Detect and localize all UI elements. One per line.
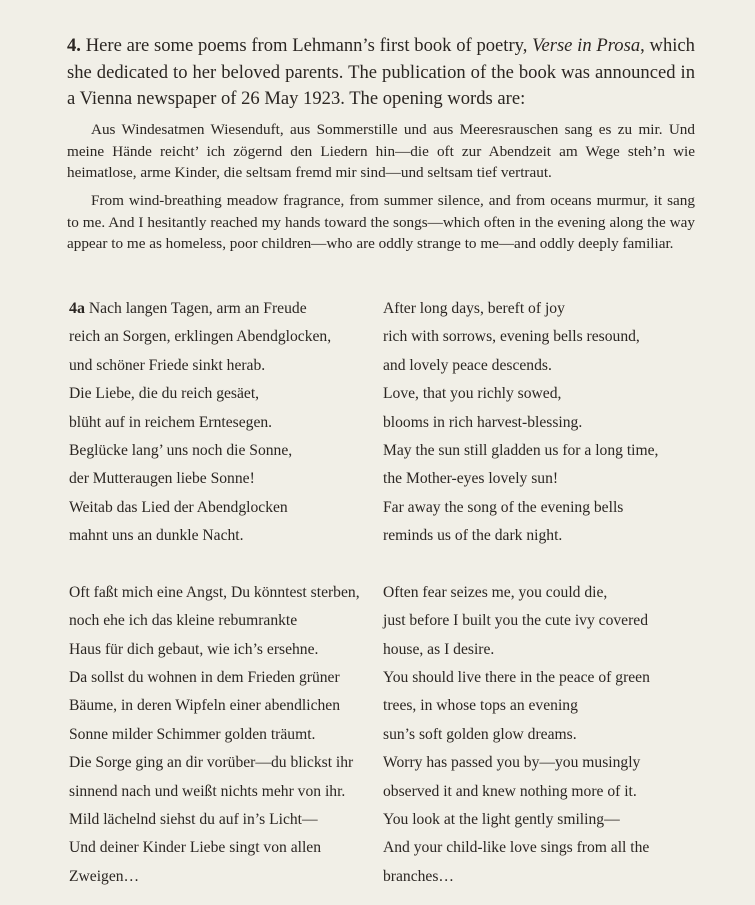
stanza-gap [69,551,374,579]
poem-line: Love, that you richly sowed, [383,385,562,403]
poem-line: just before I built you the cute ivy covered [383,612,649,630]
poem-line: trees, in whose tops an evening [383,697,578,715]
poem-line: You look at the light gently smiling— [383,811,620,829]
book-title: Verse in Prosa [532,35,641,56]
poem-line: Die Liebe, die du reich gesäet, [69,385,260,403]
poem-german-column [69,295,374,891]
poem-line: der Mutteraugen liebe Sonne! [69,470,255,488]
poem-line: May the sun still gladden us for a long time, [383,441,659,459]
poem-english-column [383,295,713,891]
poem-line: Worry has passed you by—you musingly [383,754,641,772]
poem-line: Mild lächelnd siehst du auf in’s Licht— [69,811,318,829]
poem-line: Bäume, in deren Wipfeln einer abendlichen [69,697,341,715]
poem-line: reminds us of the dark night. [383,527,563,545]
poem-line: Oft faßt mich eine Angst, Du könntest sterben, [69,583,360,601]
poem-line: noch ehe ich das kleine rebumrankte [69,612,298,630]
poem-line: Haus für dich gebaut, wie ich’s ersehne. [69,640,319,658]
poem-line: 4a Nach langen Tagen, arm an Freude [69,300,307,317]
poem-line: observed it and knew nothing more of it. [383,782,637,800]
poem-line: house, as I desire. [383,640,495,658]
poem-line: rich with sorrows, evening bells resound, [383,328,640,346]
stanza-gap [383,551,713,579]
intro-paragraph [67,33,695,113]
poem-line: branches… [383,867,455,885]
poem-line: Beglücke lang’ uns noch die Sonne, [69,441,293,459]
poem-label: 4a [69,300,85,317]
poem-line: Die Sorge ging an dir vorüber—du blickst ihr [69,754,354,772]
poem-line: blüht auf in reichem Erntesegen. [69,413,273,431]
intro-text-after: , which she dedicated to her beloved parents. The publication of the book was announced in a Vienna newspaper of 26 May 1923. The opening words are: [67,35,695,109]
poem-line: and lovely peace descends. [383,356,552,374]
poem-line: sun’s soft golden glow dreams. [383,725,577,743]
poem-line: sinnend nach und weißt nichts mehr von ihr. [69,782,346,800]
poem-line: Und deiner Kinder Liebe singt von allen [69,839,322,857]
poem-line: the Mother-eyes lovely sun! [383,470,559,488]
german-quote: Aus Windesatmen Wiesenduft, aus Sommerstille und aus Meeresrauschen sang es zu mir. Und meine Hände reicht’ ich zögernd den Liedern hin—die oft zur Abendzeit am Wege steh’n wie heimatlose, arme Kinder, die seltsam fremd mir sind—und seltsam tief vertraut. [67,121,695,182]
poem-line: blooms in rich harvest-blessing. [383,413,583,431]
intro-text-before: Here are some poems from Lehmann’s first book of poetry, [80,35,533,56]
english-quote: From wind-breathing meadow fragrance, from summer silence, and from oceans murmur, it sang to me. And I hesitantly reached my hands toward the songs—which often in the evening along the way appear to me as homeless, poor children—who are oddly strange to me—and oddly deeply familiar. [67,192,695,253]
poem-line: Da sollst du wohnen in dem Frieden grüner [69,669,340,687]
poem-line: Zweigen… [69,867,140,885]
poem-line: reich an Sorgen, erklingen Abendglocken, [69,328,332,346]
poem-line: Often fear seizes me, you could die, [383,583,608,601]
poem-line: Sonne milder Schimmer golden träumt. [69,725,316,743]
poem-line: und schöner Friede sinkt herab. [69,356,266,374]
poem-line: Far away the song of the evening bells [383,498,624,516]
poem-line: mahnt uns an dunkle Nacht. [69,527,244,545]
poem-line: Weitab das Lied der Abendglocken [69,498,288,516]
poem-line: And your child-like love sings from all the [383,839,650,857]
poem-line: You should live there in the peace of green [383,669,650,687]
section-number: 4. [67,35,81,56]
poem-line: After long days, bereft of joy [383,300,565,317]
